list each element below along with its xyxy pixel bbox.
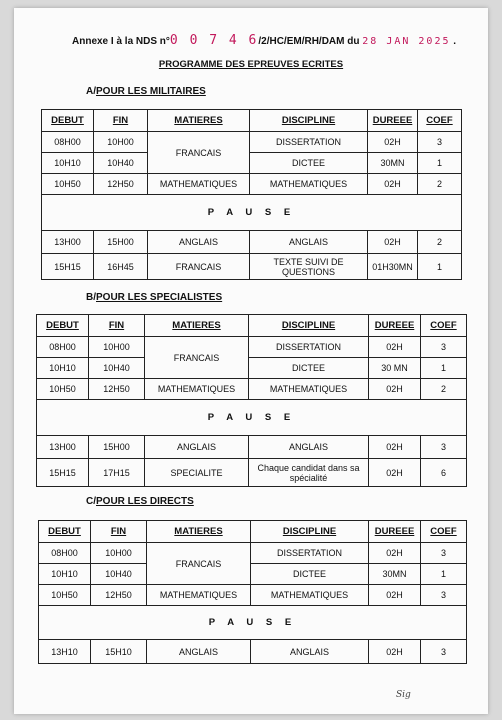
cell-fin: 10H00 (94, 132, 148, 153)
cell-fin: 12H50 (91, 585, 147, 606)
table-header-row (37, 315, 467, 337)
schedule-table-militaires (41, 109, 462, 280)
table-header-row (39, 521, 467, 543)
cell-duree: 02H (369, 459, 421, 487)
table-row (42, 132, 462, 153)
col-discipline: DISCIPLINE (251, 521, 369, 543)
table-row (39, 585, 467, 606)
cell-coef: 1 (418, 254, 462, 280)
cell-matiere: FRANCAIS (148, 254, 250, 280)
cell-coef: 3 (421, 543, 467, 564)
col-coef: COEF (421, 521, 467, 543)
cell-fin: 15H10 (91, 640, 147, 664)
cell-fin: 12H50 (94, 174, 148, 195)
cell-discipline: MATHEMATIQUES (251, 585, 369, 606)
cell-fin: 16H45 (94, 254, 148, 280)
cell-matiere: MATHEMATIQUES (147, 585, 251, 606)
col-discipline: DISCIPLINE (250, 110, 368, 132)
cell-coef: 3 (418, 132, 462, 153)
col-debut: DEBUT (42, 110, 94, 132)
cell-coef: 2 (418, 231, 462, 254)
section-label: POUR LES DIRECTS (96, 496, 194, 507)
cell-coef: 1 (418, 153, 462, 174)
pause-label: P A U S E (42, 195, 462, 231)
pause-row (42, 195, 462, 231)
cell-matiere: ANGLAIS (145, 436, 249, 459)
col-matieres: MATIERES (147, 521, 251, 543)
section-prefix: A/ (86, 86, 96, 97)
cell-discipline: ANGLAIS (249, 436, 369, 459)
col-coef: COEF (418, 110, 462, 132)
cell-coef: 3 (421, 337, 467, 358)
document-page (14, 8, 488, 714)
col-matieres: MATIERES (145, 315, 249, 337)
table-row (39, 564, 467, 585)
cell-fin: 10H00 (91, 543, 147, 564)
cell-fin: 10H40 (91, 564, 147, 585)
pause-row (39, 606, 467, 640)
cell-discipline: ANGLAIS (250, 231, 368, 254)
table-row (37, 379, 467, 400)
signature: Sig (396, 690, 411, 700)
cell-duree: 02H (368, 174, 418, 195)
cell-discipline: MATHEMATIQUES (249, 379, 369, 400)
cell-discipline: DISSERTATION (251, 543, 369, 564)
table-row (39, 543, 467, 564)
section-title-specialistes (86, 292, 222, 303)
cell-debut: 10H10 (37, 358, 89, 379)
cell-debut: 13H00 (37, 436, 89, 459)
col-coef: COEF (421, 315, 467, 337)
cell-discipline: TEXTE SUIVI DE QUESTIONS (250, 254, 368, 280)
cell-coef: 2 (421, 379, 467, 400)
table-row (37, 358, 467, 379)
cell-fin: 10H40 (94, 153, 148, 174)
table-row (37, 459, 467, 487)
section-prefix: C/ (86, 496, 96, 507)
pause-label: P A U S E (37, 400, 467, 436)
cell-debut: 10H50 (37, 379, 89, 400)
cell-discipline: ANGLAIS (251, 640, 369, 664)
cell-duree: 01H30MN (368, 254, 418, 280)
cell-debut: 10H10 (39, 564, 91, 585)
cell-coef: 6 (421, 459, 467, 487)
table-row (42, 231, 462, 254)
cell-duree: 02H (368, 231, 418, 254)
cell-fin: 10H40 (89, 358, 145, 379)
table-row (42, 254, 462, 280)
date-stamp: 28 JAN 2025 (362, 36, 451, 47)
cell-matiere: MATHEMATIQUES (148, 174, 250, 195)
cell-fin: 17H15 (89, 459, 145, 487)
cell-matiere-merged: FRANCAIS (148, 132, 250, 174)
col-debut: DEBUT (37, 315, 89, 337)
cell-matiere-merged: FRANCAIS (145, 337, 249, 379)
cell-debut: 08H00 (39, 543, 91, 564)
col-discipline: DISCIPLINE (249, 315, 369, 337)
cell-duree: 02H (369, 640, 421, 664)
document-header (72, 33, 472, 48)
cell-fin: 15H00 (89, 436, 145, 459)
cell-discipline: DICTEE (251, 564, 369, 585)
cell-matiere-merged: FRANCAIS (147, 543, 251, 585)
cell-duree: 02H (369, 585, 421, 606)
col-duree: DUREEE (368, 110, 418, 132)
table-header-row (42, 110, 462, 132)
table-row (42, 153, 462, 174)
cell-debut: 13H10 (39, 640, 91, 664)
cell-coef: 3 (421, 585, 467, 606)
cell-debut: 15H15 (37, 459, 89, 487)
pause-label: P A U S E (39, 606, 467, 640)
cell-duree: 02H (369, 543, 421, 564)
schedule-table-directs (38, 520, 467, 664)
cell-discipline: DISSERTATION (250, 132, 368, 153)
section-title-militaires (86, 86, 206, 97)
cell-discipline: DISSERTATION (249, 337, 369, 358)
program-title: PROGRAMME DES EPREUVES ECRITES (158, 59, 344, 70)
cell-debut: 13H00 (42, 231, 94, 254)
col-fin: FIN (89, 315, 145, 337)
cell-coef: 3 (421, 436, 467, 459)
cell-duree: 30 MN (369, 358, 421, 379)
cell-discipline: MATHEMATIQUES (250, 174, 368, 195)
cell-debut: 08H00 (37, 337, 89, 358)
cell-discipline: DICTEE (250, 153, 368, 174)
cell-discipline: DICTEE (249, 358, 369, 379)
cell-duree: 02H (369, 436, 421, 459)
table-row (42, 174, 462, 195)
cell-duree: 30MN (369, 564, 421, 585)
header-tail: . (453, 36, 457, 47)
cell-coef: 3 (421, 640, 467, 664)
cell-duree: 30MN (368, 153, 418, 174)
cell-duree: 02H (369, 337, 421, 358)
cell-debut: 08H00 (42, 132, 94, 153)
section-label: POUR LES SPECIALISTES (96, 292, 223, 303)
cell-debut: 10H10 (42, 153, 94, 174)
table-row (37, 337, 467, 358)
cell-matiere: MATHEMATIQUES (145, 379, 249, 400)
cell-debut: 10H50 (42, 174, 94, 195)
col-duree: DUREEE (369, 315, 421, 337)
cell-fin: 10H00 (89, 337, 145, 358)
cell-duree: 02H (368, 132, 418, 153)
cell-matiere: ANGLAIS (148, 231, 250, 254)
cell-fin: 15H00 (94, 231, 148, 254)
table-row (39, 640, 467, 664)
cell-discipline: Chaque candidat dans sa spécialité (249, 459, 369, 487)
cell-debut: 15H15 (42, 254, 94, 280)
col-matieres: MATIERES (148, 110, 250, 132)
col-fin: FIN (94, 110, 148, 132)
col-debut: DEBUT (39, 521, 91, 543)
cell-coef: 2 (418, 174, 462, 195)
nds-number-stamp: 0 0 7 4 6 (169, 33, 259, 48)
cell-fin: 12H50 (89, 379, 145, 400)
section-prefix: B/ (86, 292, 96, 303)
cell-coef: 1 (421, 564, 467, 585)
cell-matiere: SPECIALITE (145, 459, 249, 487)
col-duree: DUREEE (369, 521, 421, 543)
cell-coef: 1 (421, 358, 467, 379)
section-label: POUR LES MILITAIRES (96, 86, 206, 97)
cell-matiere: ANGLAIS (147, 640, 251, 664)
section-title-directs (86, 496, 194, 507)
col-fin: FIN (91, 521, 147, 543)
reference-code: /2/HC/EM/RH/DAM du (258, 36, 360, 47)
cell-debut: 10H50 (39, 585, 91, 606)
pause-row (37, 400, 467, 436)
schedule-table-specialistes (36, 314, 467, 487)
table-row (37, 436, 467, 459)
cell-duree: 02H (369, 379, 421, 400)
annex-prefix: Annexe I à la NDS n° (72, 36, 170, 47)
